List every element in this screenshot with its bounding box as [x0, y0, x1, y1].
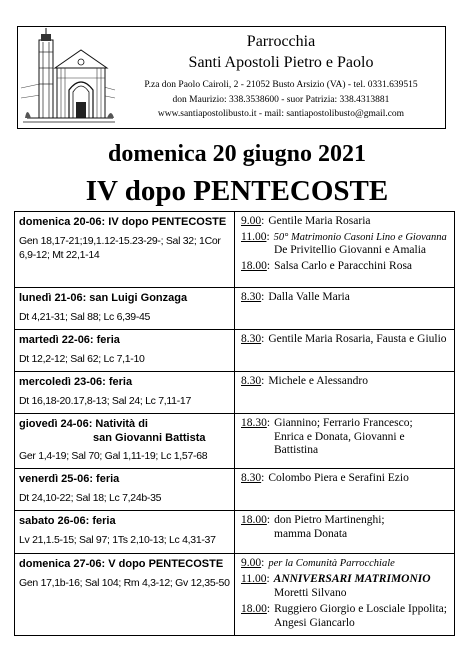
day-cell: [15, 372, 235, 414]
day-cell: [15, 511, 235, 554]
schedule-row: [15, 414, 455, 469]
schedule-row: [15, 469, 455, 511]
day-title: mercoledì 23-06: feria: [19, 376, 133, 388]
masses-cell: [235, 330, 455, 372]
mass-entry: 8.30 : Dalla Valle Maria: [241, 291, 350, 303]
mass-time: 18.00: [241, 260, 267, 272]
day-readings: Lv 21,1.5-15; Sal 97; 1Ts 2,10-13; Lc 4,31-37: [19, 534, 216, 546]
mass-intention: Giannino; Ferrario Francesco;: [274, 417, 413, 429]
mass-entry: 11.00 : 50° Matrimonio Casoni Lino e Giovanna: [241, 231, 447, 243]
mass-intention-extra: Angesi Giancarlo: [274, 617, 355, 629]
day-readings: Dt 4,21-31; Sal 88; Lc 6,39-45: [19, 311, 151, 323]
day-cell: [15, 414, 235, 469]
mass-entry: 18.00 : don Pietro Martinenghi;: [241, 514, 385, 526]
masses-cell: [235, 469, 455, 511]
day-title: domenica 20-06: IV dopo PENTECOSTE: [19, 216, 227, 228]
schedule-row: [15, 511, 455, 554]
mass-time: 18.30: [241, 417, 267, 429]
mass-entry: 8.30 : Michele e Alessandro: [241, 375, 368, 387]
church-illustration: [19, 28, 117, 127]
mass-time: 18.00: [241, 603, 267, 615]
mass-entry: 8.30 : Gentile Maria Rosaria, Fausta e Giulio: [241, 333, 447, 345]
mass-time: 9.00: [241, 557, 262, 569]
day-readings: Dt 16,18-20.17,8-13; Sal 24; Lc 7,11-17: [19, 395, 191, 407]
mass-time: 11.00: [241, 573, 267, 585]
mass-intention: ANNIVERSARI MATRIMONIO: [273, 573, 431, 585]
mass-intention: Salsa Carlo e Paracchini Rosa: [274, 260, 413, 272]
masses-cell: [235, 212, 455, 288]
mass-intention: Gentile Maria Rosaria: [268, 215, 371, 227]
day-cell: [15, 469, 235, 511]
day-readings: Ger 1,4-19; Sal 70; Gal 1,11-19; Lc 1,57-68: [19, 450, 208, 462]
day-cell: [15, 330, 235, 372]
mass-intention: Gentile Maria Rosaria, Fausta e Giulio: [268, 333, 447, 345]
day-readings: Dt 12,2-12; Sal 62; Lc 7,1-10: [19, 353, 145, 365]
mass-entry: 18.00 : Ruggiero Giorgio e Losciale Ippolita;: [241, 603, 447, 615]
schedule-row: [15, 372, 455, 414]
day-readings: Gen 18,17-21;19,1.12-15.23-29-; Sal 32; 1Cor 6,9-12; Mt 22,1-14: [19, 235, 221, 261]
mass-time: 18.00: [241, 514, 267, 526]
masses-cell: [235, 414, 455, 469]
day-cell: [15, 212, 235, 288]
masses-cell: [235, 288, 455, 330]
mass-time: 8.30: [241, 333, 262, 345]
mass-intention-extra: mamma Donata: [274, 528, 348, 540]
mass-entry: 9.00 : per la Comunità Parrocchiale: [241, 557, 395, 569]
masses-cell: [235, 372, 455, 414]
day-cell: [15, 554, 235, 636]
mass-intention: 50° Matrimonio Casoni Lino e Giovanna: [273, 232, 447, 243]
mass-entry: 18.00 : Salsa Carlo e Paracchini Rosa: [241, 260, 413, 272]
day-title: domenica 27-06: V dopo PENTECOSTE: [19, 558, 224, 570]
day-title: martedì 22-06: feria: [19, 334, 120, 346]
masses-cell: [235, 554, 455, 636]
mass-intention: Michele e Alessandro: [268, 375, 368, 387]
mass-intention: per la Comunità Parrocchiale: [268, 558, 395, 569]
mass-intention-extra: Moretti Silvano: [274, 587, 347, 599]
mass-time: 9.00: [241, 215, 262, 227]
mass-time: 11.00: [241, 231, 267, 243]
mass-intention-extra: De Privitellio Giovanni e Amalia: [274, 244, 427, 256]
date-title: domenica 20 giugno 2021: [107, 141, 367, 167]
schedule-row: [15, 212, 455, 288]
day-title: giovedì 24-06: Natività di: [19, 418, 148, 430]
mass-schedule-table: [14, 211, 455, 636]
parish-header: [17, 26, 446, 129]
day-title: sabato 26-06: feria: [19, 515, 116, 527]
day-title-cont: san Giovanni Battista: [93, 432, 206, 444]
mass-entry: 11.00 : ANNIVERSARI MATRIMONIO: [241, 573, 431, 585]
schedule-row: [15, 554, 455, 636]
day-title: lunedì 21-06: san Luigi Gonzaga: [19, 292, 188, 304]
parish-label: Parrocchia: [246, 33, 316, 50]
priest-contacts: don Maurizio: 338.3538600 - suor Patrizia: 338.4313881: [172, 94, 390, 105]
day-title: venerdì 25-06: feria: [19, 473, 120, 485]
mass-entry: 8.30 : Colombo Piera e Serafini Ezio: [241, 472, 409, 484]
parish-address: P.za don Paolo Cairoli, 2 - 21052 Busto Arsizio (VA) - tel. 0331.639515: [144, 80, 418, 90]
mass-entry: 18.30 : Giannino; Ferrario Francesco;: [241, 417, 413, 429]
mass-entry: 9.00 : Gentile Maria Rosaria: [241, 215, 371, 227]
schedule-row: [15, 288, 455, 330]
mass-time: 8.30: [241, 375, 262, 387]
schedule-row: [15, 330, 455, 372]
mass-intention: Dalla Valle Maria: [268, 291, 350, 303]
feast-title: IV dopo PENTECOSTE: [85, 175, 389, 207]
day-cell: [15, 288, 235, 330]
day-readings: Gen 17,1b-16; Sal 104; Rm 4,3-12; Gv 12,35-50: [19, 577, 230, 589]
web-contacts: www.santiapostolibusto.it - mail: santiapostolibusto@gmail.com: [157, 109, 405, 119]
mass-time: 8.30: [241, 472, 262, 484]
mass-intention-extra: Enrica e Donata, Giovanni e Battistina: [274, 431, 405, 456]
mass-intention: Ruggiero Giorgio e Losciale Ippolita;: [274, 603, 447, 615]
masses-cell: [235, 511, 455, 554]
parish-name: Santi Apostoli Pietro e Paolo: [188, 54, 374, 71]
mass-intention: don Pietro Martinenghi;: [274, 514, 385, 526]
mass-intention: Colombo Piera e Serafini Ezio: [268, 472, 409, 484]
day-readings: Dt 24,10-22; Sal 18; Lc 7,24b-35: [19, 492, 162, 504]
mass-time: 8.30: [241, 291, 262, 303]
